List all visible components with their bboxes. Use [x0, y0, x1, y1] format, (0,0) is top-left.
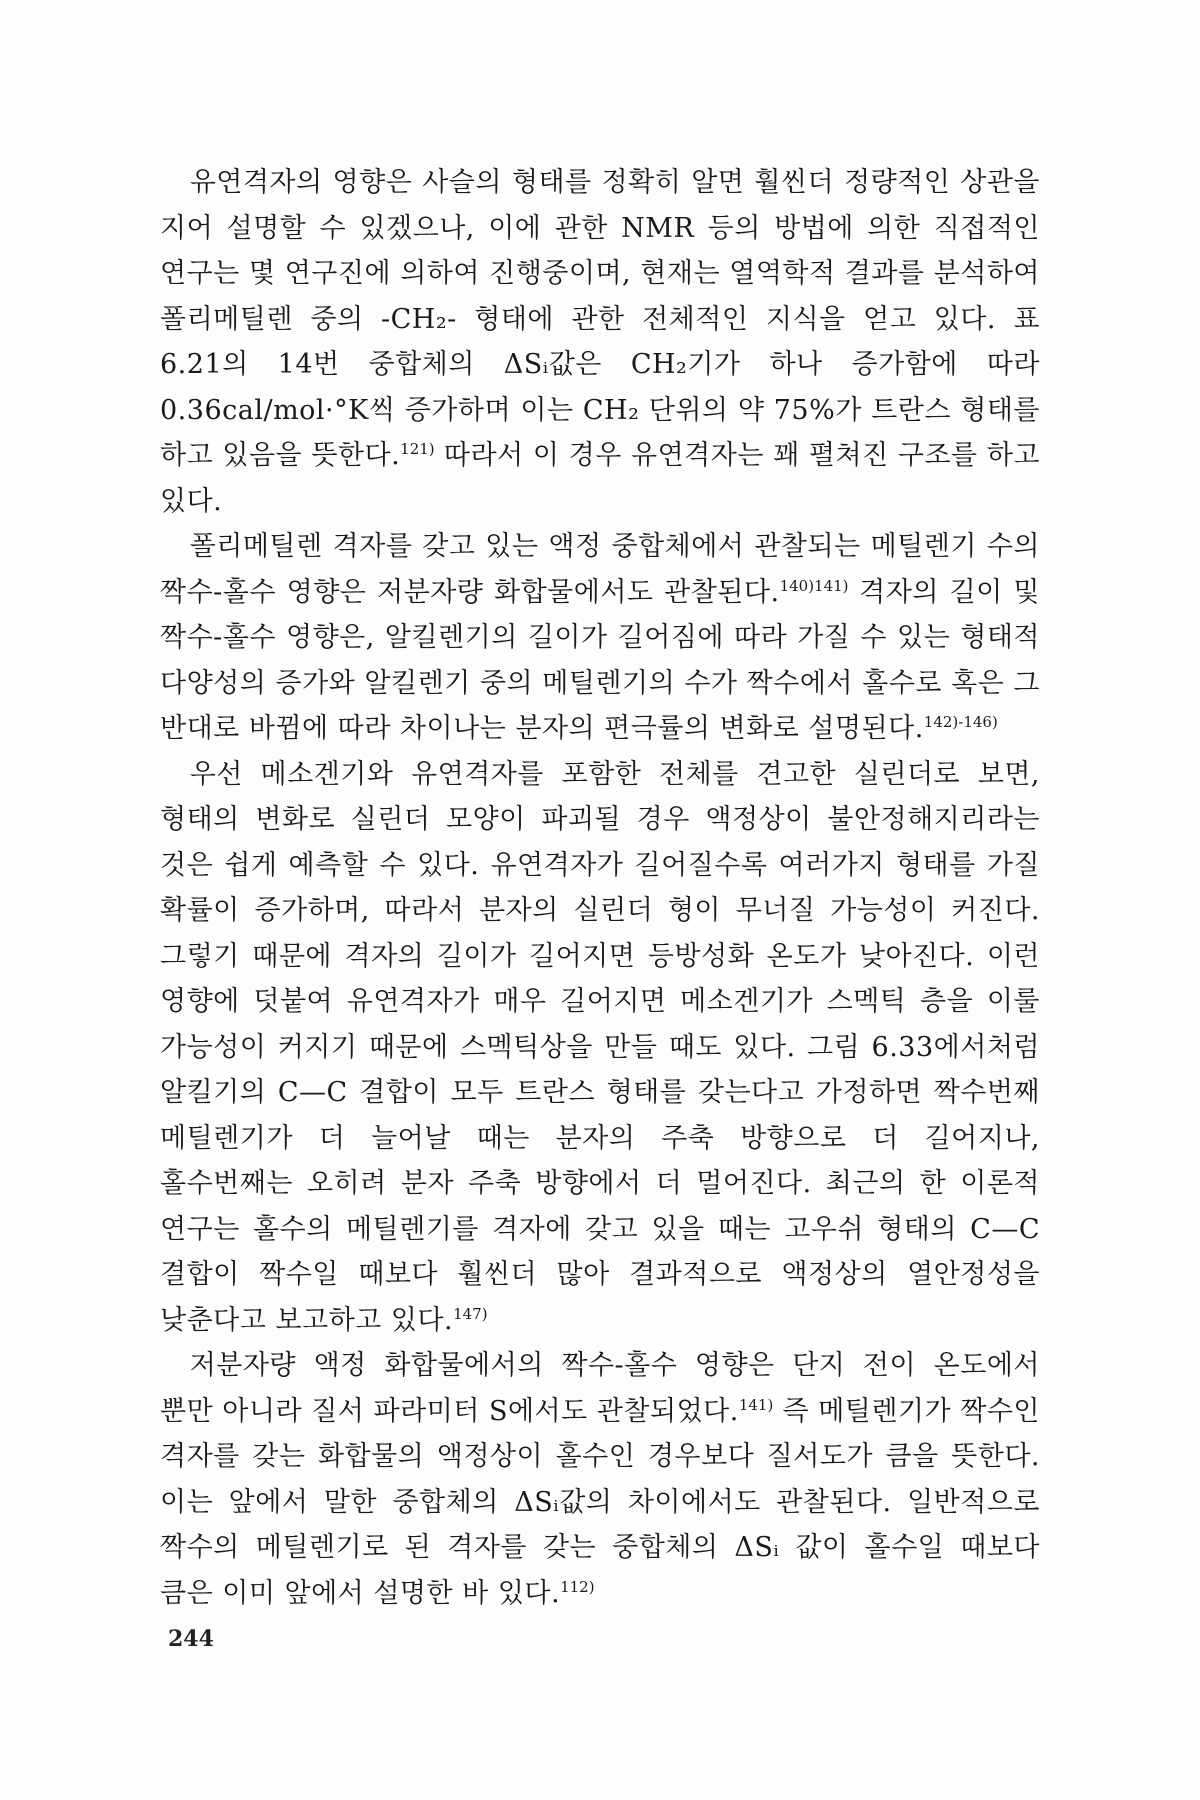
- paragraph-text: 폴리메틸렌 격자를 갖고 있는 액정 중합체에서 관찰되는 메틸렌기 수의 짝수-홀수 영향은 저분자량 화합물에서도 관찰된다.: [160, 531, 1040, 608]
- paragraph-1: [160, 160, 1040, 524]
- paragraph-tail: 즉 메틸렌기가 짝수인 격자를 갖는 화합물의 액정상이 홀수인 경우보다 질서도가 큼을 뜻한다. 이는 앞에서 말한 중합체의 ΔSᵢ값의 차이에서도 관찰된다. 일반적으로 짝수의 메틸렌기로 된 격자를 갖는 중합체의 ΔSᵢ 값이 홀수일 때보다 큼은 이미 앞에서 설명한 바 있다.: [160, 1395, 1040, 1609]
- paragraph-text: 유연격자의 영향은 사슬의 형태를 정확히 알면 훨씬더 정량적인 상관을 지어 설명할 수 있겠으나, 이에 관한 NMR 등의 방법에 의한 직접적인 연구는 몇 연구진에 의하여 진행중이며, 현재는 열역학적 결과를 분석하여 폴리메틸렌 중의 -CH₂- 형태에 관한 전체적인 지식을 얻고 있다. 표 6.21의 14번 중합체의 ΔSᵢ값은 CH₂기가 하나 증가함에 따라 0.36cal/mol·°K씩 증가하며 이는 CH₂ 단위의 약 75%가 트란스 형태를 하고 있음을 뜻한다.: [160, 167, 1040, 471]
- citation-ref: 112): [560, 1577, 595, 1596]
- paragraph-tail: 격자의 길이 및 짝수-홀수 영향은, 알킬렌기의 길이가 길어짐에 따라 가질 수 있는 형태적 다양성의 증가와 알킬렌기 중의 메틸렌기의 수가 짝수에서 홀수로 혹은 그 반대로 바뀜에 따라 차이나는 분자의 편극률의 변화로 설명된다.: [160, 576, 1040, 744]
- citation-ref: 147): [453, 1304, 488, 1323]
- paragraph-text: 우선 메소겐기와 유연격자를 포함한 전체를 견고한 실린더로 보면, 형태의 변화로 실린더 모양이 파괴될 경우 액정상이 불안정해지리라는 것은 쉽게 예측할 수 있다. 유연격자가 길어질수록 여러가지 형태를 가질 확률이 증가하며, 따라서 분자의 실린더 형이 무너질 가능성이 커진다. 그렇기 때문에 격자의 길이가 길어지면 등방성화 온도가 낮아진다. 이런 영향에 덧붙여 유연격자가 매우 길어지면 메소겐기가 스멕틱 층을 이룰 가능성이 커지기 때문에 스멕틱상을 만들 때도 있다. 그림 6.33에서처럼 알킬기의 C—C 결합이 모두 트란스 형태를 갖는다고 가정하면 짝수번째 메틸렌기가 더 늘어날 때는 분자의 주축 방향으로 더 길어지나, 홀수번째는 오히려 분자 주축 방향에서 더 멀어진다. 최근의 한 이론적 연구는 홀수의 메틸렌기를 격자에 갖고 있을 때는 고우쉬 형태의 C—C 결합이 짝수일 때보다 훨씬더 많아 결과적으로 액정상의 열안정성을 낮춘다고 보고하고 있다.: [160, 758, 1040, 1336]
- paragraph-2: [160, 524, 1040, 752]
- citation-ref: 141): [738, 1395, 774, 1414]
- page-number: 244: [168, 1626, 214, 1652]
- citation-ref: 121): [400, 440, 435, 458]
- citation-ref: 142)-146): [923, 713, 998, 731]
- paragraph-4: [160, 1343, 1040, 1616]
- paragraph-text: 저분자량 액정 화합물에서의 짝수-홀수 영향은 단지 전이 온도에서 뿐만 아니라 질서 파라미터 S에서도 관찰되었다.: [160, 1350, 1040, 1427]
- paragraph-3: [160, 752, 1040, 1344]
- citation-ref: 140)141): [779, 576, 849, 595]
- paragraph-tail: 따라서 이 경우 유연격자는 꽤 펼쳐진 구조를 하고 있다.: [160, 440, 1040, 517]
